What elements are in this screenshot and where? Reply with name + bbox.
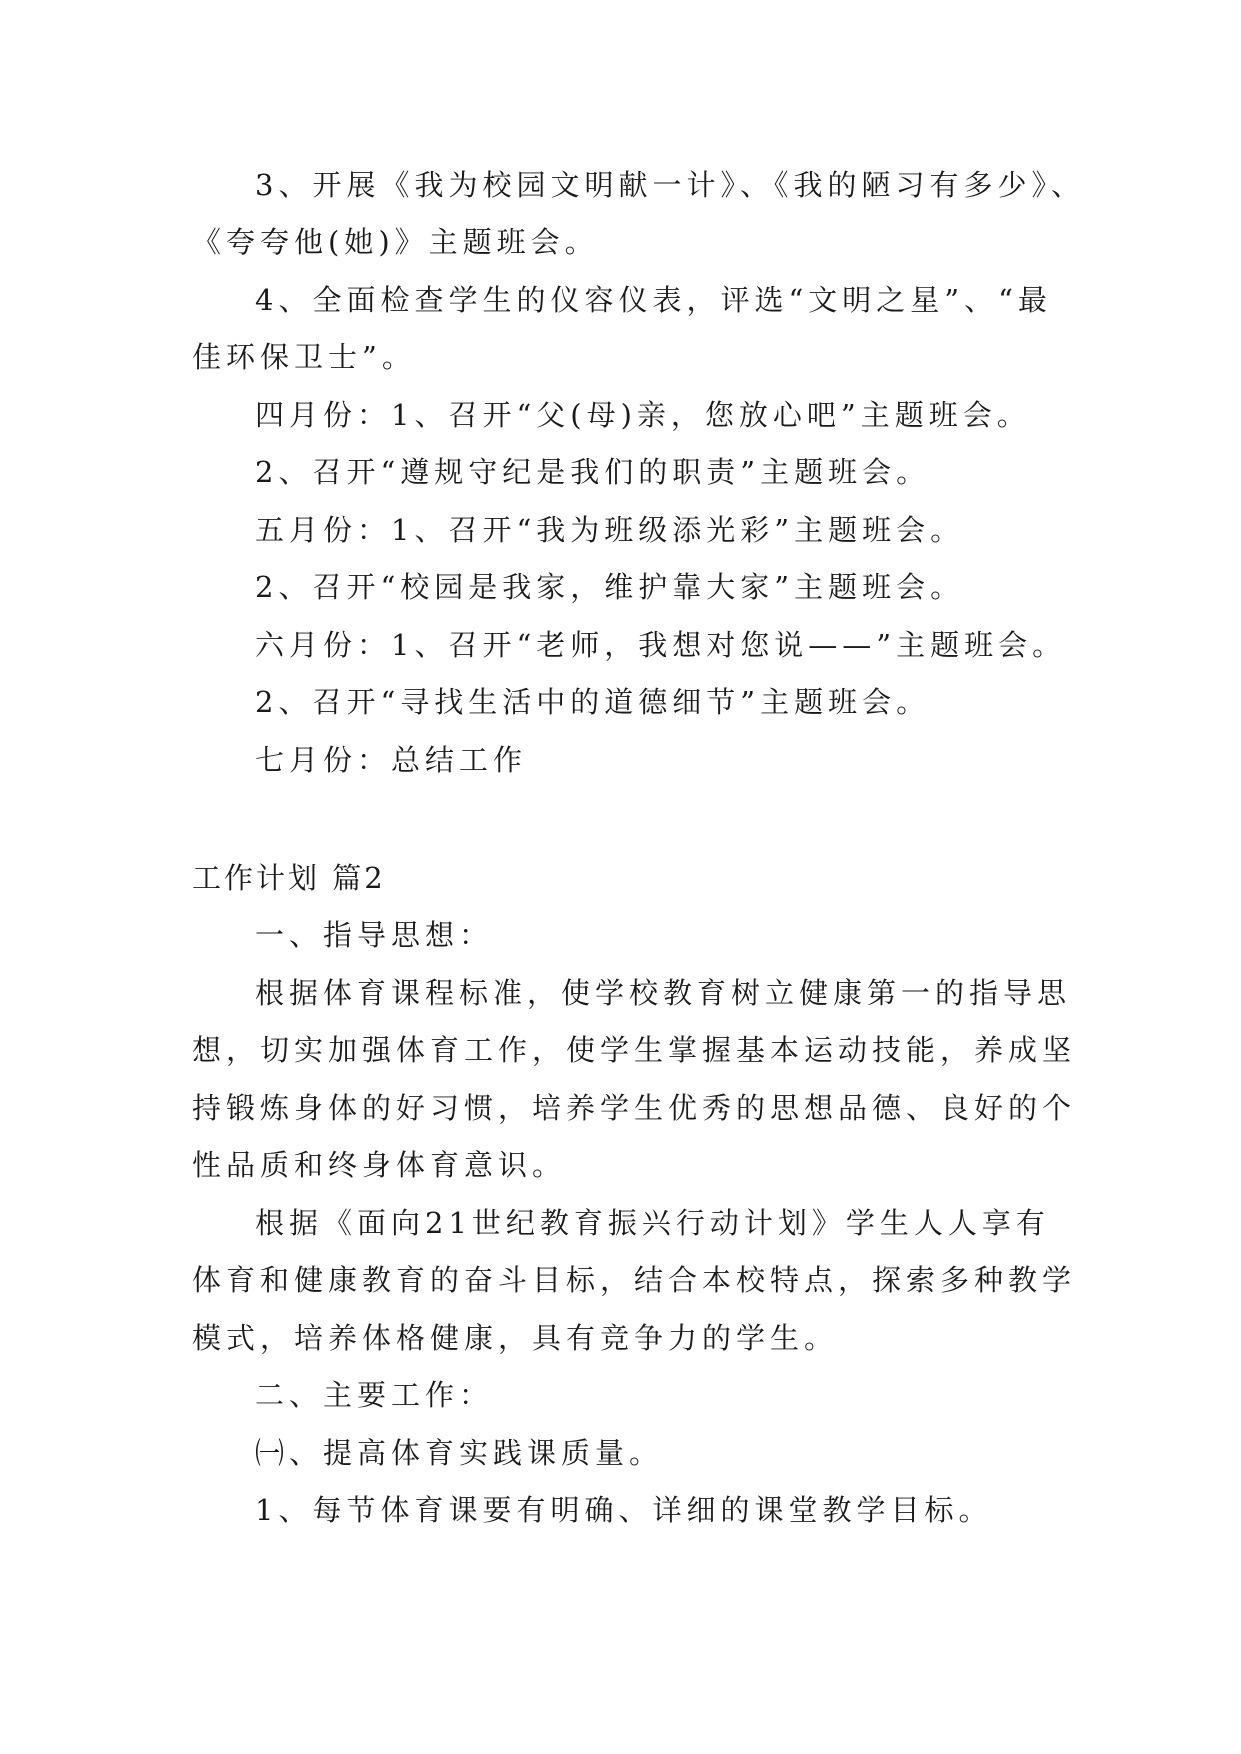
paragraph-line: 六月份：1、召开“老师，我想对您说——”主题班会。	[255, 628, 1067, 662]
paragraph-line: 《夸夸他(她)》主题班会。	[192, 225, 599, 259]
paragraph-line: 1、每节体育课要有明确、详细的课堂教学目标。	[255, 1493, 993, 1527]
section-heading: 工作计划 篇2	[192, 861, 386, 895]
paragraph-line: 四月份：1、召开“父(母)亲，您放心吧”主题班会。	[255, 398, 1031, 432]
paragraph-line: 2、召开“寻找生活中的道德细节”主题班会。	[255, 685, 931, 719]
paragraph-line: 4、全面检查学生的仪容仪表，评选“文明之星”、“最	[255, 283, 1052, 317]
paragraph-line: ㈠、提高体育实践课质量。	[255, 1436, 664, 1470]
paragraph-line: 想，切实加强体育工作，使学生掌握基本运动技能，养成坚	[192, 1033, 1077, 1067]
paragraph-line: 体育和健康教育的奋斗目标，结合本校特点，探索多种教学	[192, 1263, 1077, 1297]
paragraph-line: 性品质和终身体育意识。	[192, 1148, 567, 1182]
paragraph-line: 二、主要工作：	[255, 1378, 494, 1412]
paragraph-line: 根据《面向21世纪教育振兴行动计划》学生人人享有	[255, 1206, 1050, 1240]
paragraph-line: 2、召开“校园是我家，维护靠大家”主题班会。	[255, 570, 965, 604]
paragraph-line: 根据体育课程标准，使学校教育树立健康第一的指导思	[255, 976, 1072, 1010]
paragraph-line: 七月份：总结工作	[255, 743, 528, 777]
paragraph-line: 持锻炼身体的好习惯，培养学生优秀的思想品德、良好的个	[192, 1091, 1077, 1125]
paragraph-line: 五月份：1、召开“我为班级添光彩”主题班会。	[255, 513, 965, 547]
paragraph-line: 一、指导思想：	[255, 918, 494, 952]
paragraph-line: 模式，培养体格健康，具有竞争力的学生。	[192, 1321, 839, 1355]
paragraph-line: 佳环保卫士”。	[192, 340, 416, 374]
paragraph-line: 3、开展《我为校园文明献一计》、《我的陋习有多少》、	[255, 168, 1085, 202]
paragraph-line: 2、召开“遵规守纪是我们的职责”主题班会。	[255, 455, 931, 489]
